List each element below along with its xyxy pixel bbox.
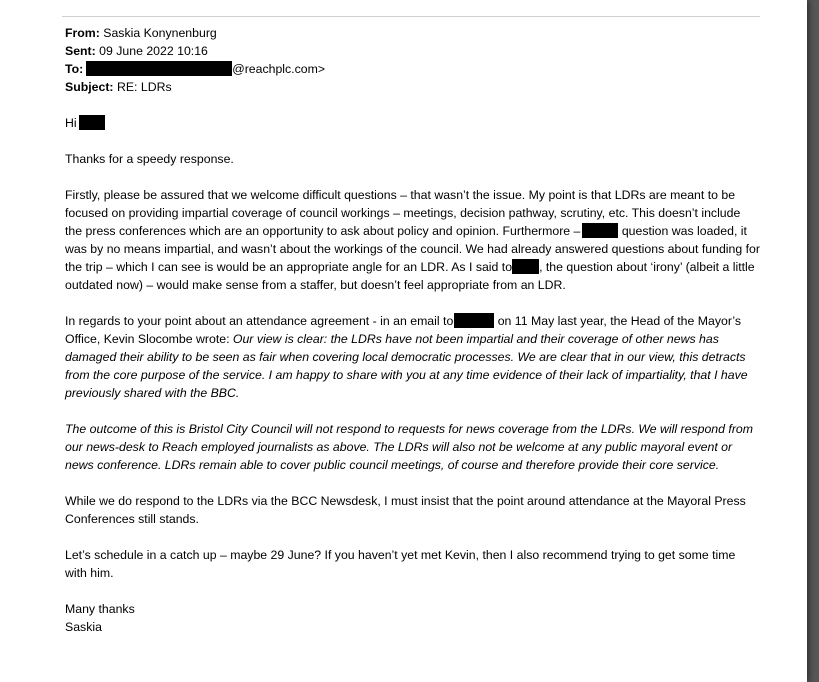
sent-value: 09 June 2022 10:16 xyxy=(99,44,208,58)
paragraph-3 xyxy=(65,312,760,402)
subject-value: RE: LDRs xyxy=(116,80,172,94)
signature: Saskia xyxy=(65,620,102,634)
subject-label: Subject: xyxy=(65,80,114,94)
paragraph-6: Let’s schedule in a catch up – maybe 29 June? If you haven’t yet met Kevin, then I also recommend trying to get some time with him. xyxy=(65,548,736,580)
paragraph-3-quote: Our view is clear: the LDRs have not been impartial and their coverage of other news has damaged their ability to be seen as fair when covering local democratic processes. We are clear that in our view, this detracts from the core purpose of the service. I am happy to share with you at any time evidence of their lack of impartiality, that I have previously shared with the BBC. xyxy=(65,332,748,400)
redaction-box xyxy=(454,313,494,328)
signoff: Many thanks xyxy=(65,602,135,616)
paragraph-4-quote: The outcome of this is Bristol City Council will not respond to requests for news coverage from the LDRs. We will respond from our news-desk to Reach employed journalists as above. The LDRs will also not be welcome at any public mayoral event or news conference. LDRs remain able to cover public council meetings, of course and therefore provide their core service. xyxy=(65,422,753,472)
redaction-box xyxy=(582,223,618,238)
paragraph-3-part-a: In regards to your point about an attendance agreement - in an email to xyxy=(65,314,454,328)
to-suffix: @reachplc.com> xyxy=(232,62,326,76)
redaction-box xyxy=(79,115,105,130)
sent-label: Sent: xyxy=(65,44,96,58)
from-label: From: xyxy=(65,26,100,40)
email-content xyxy=(65,24,760,636)
sent-line xyxy=(65,42,760,60)
paragraph-2 xyxy=(65,186,760,294)
paragraph-1: Thanks for a speedy response. xyxy=(65,152,234,166)
paragraph-5: While we do respond to the LDRs via the BCC Newsdesk, I must insist that the point around attendance at the Mayoral Press Conferences still stands. xyxy=(65,494,746,526)
greeting-text: Hi xyxy=(65,116,77,130)
redaction-box xyxy=(86,61,232,76)
paragraph-2-part-a: Firstly, please be assured that we welcome difficult questions – that wasn’t the issue. My point is that LDRs are meant to be focused on providing impartial coverage of council workings – meetings, decision pathway, scrutiny, etc. This doesn’t include the press conferences which are an opportunity to ask about policy and opinion. Furthermore – xyxy=(65,188,741,238)
paragraph-2-part-b: question was loaded, it was by no means impartial, and wasn’t about the workings of the council. We had already answered questions about funding for the trip – which I can see is would be an appropriate angle for an LDR. As I said to xyxy=(65,224,760,274)
header-divider xyxy=(62,16,760,17)
subject-line xyxy=(65,78,760,96)
greeting xyxy=(65,114,760,132)
from-value: Saskia Konynenburg xyxy=(103,26,217,40)
paragraph-2-part-c: , the question about ‘irony’ (albeit a little outdated now) – would make sense from a staffer, but doesn’t feel appropriate from an LDR. xyxy=(65,260,755,292)
paragraph-3-part-b: on 11 May last year, the Head of the Mayor’s Office, Kevin Slocombe wrote: xyxy=(65,314,742,346)
redaction-box xyxy=(512,259,539,274)
to-label: To: xyxy=(65,62,84,76)
from-line xyxy=(65,24,760,42)
to-line xyxy=(65,60,760,78)
